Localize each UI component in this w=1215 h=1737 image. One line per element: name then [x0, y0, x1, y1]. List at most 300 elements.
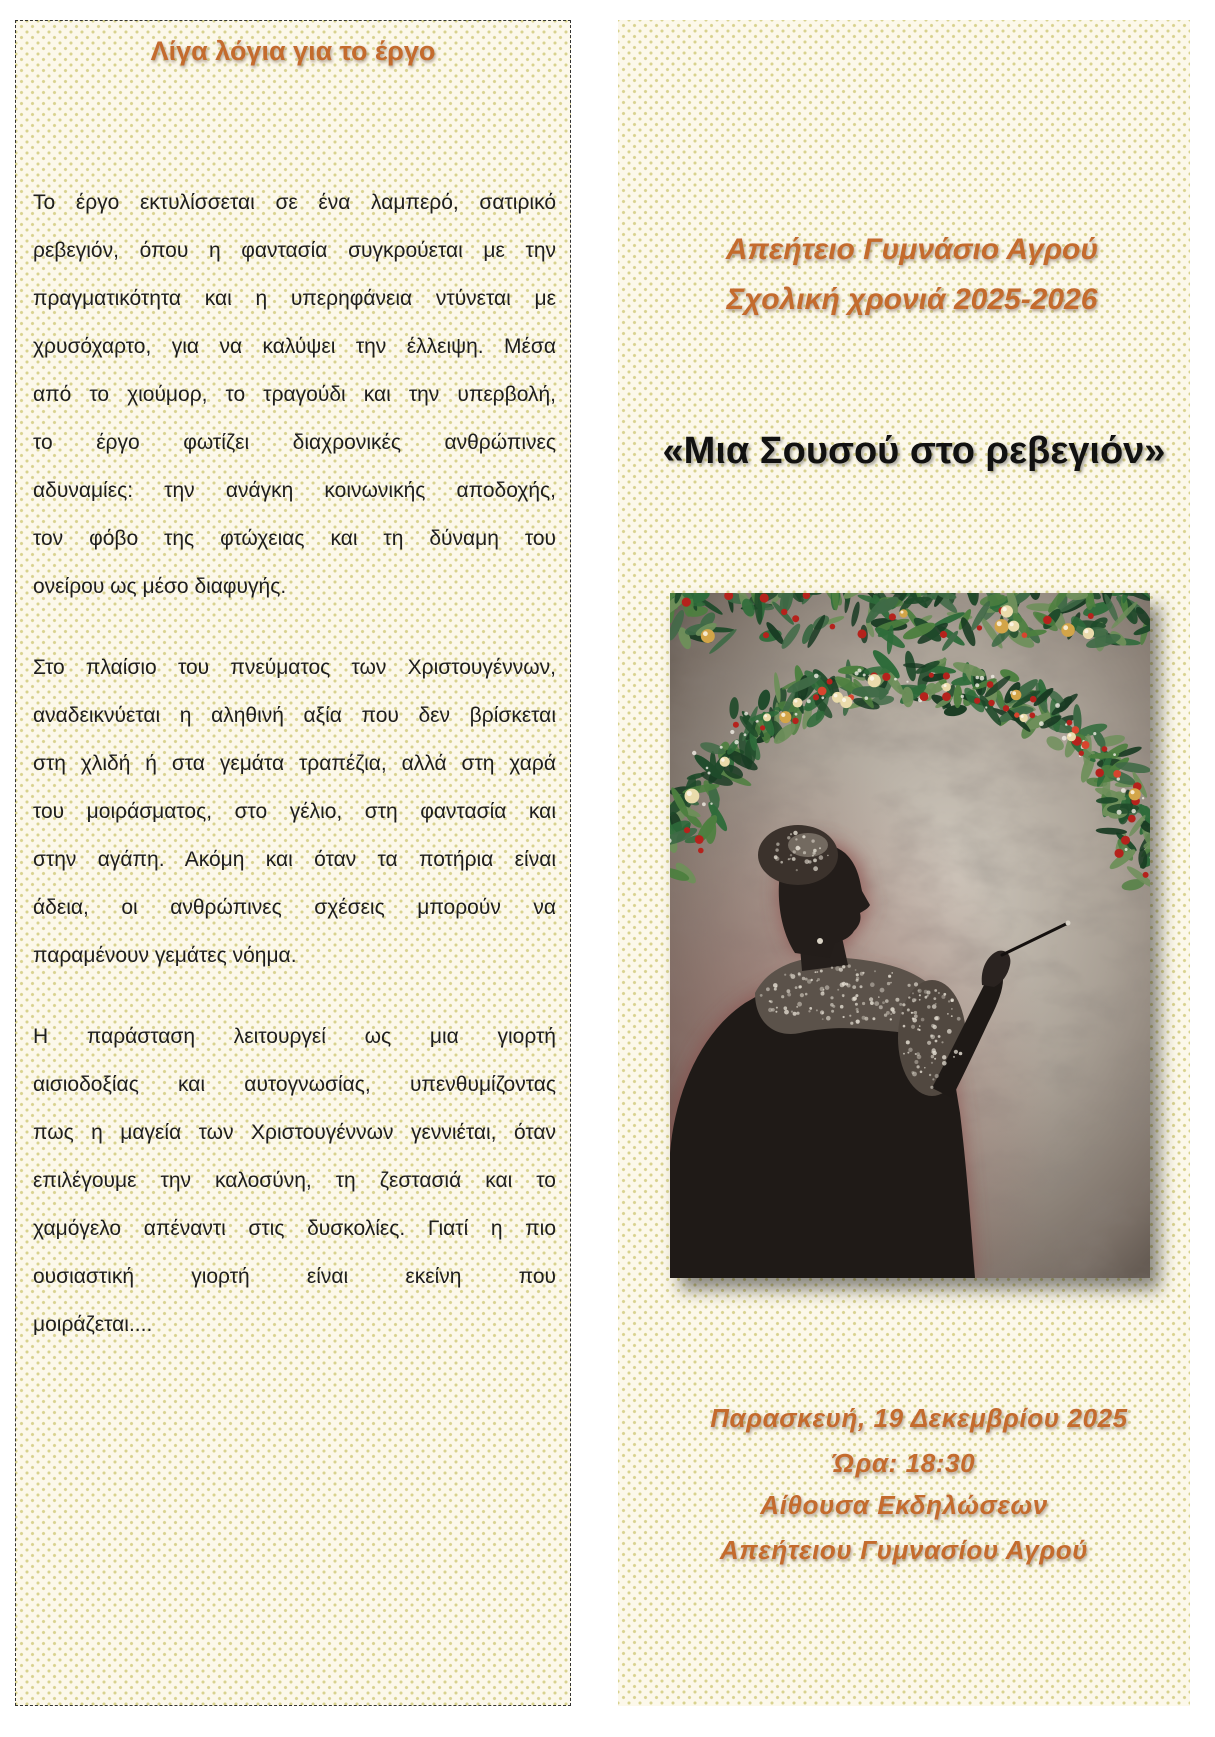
- snow-speck: [991, 675, 995, 679]
- snow-speck: [756, 720, 759, 723]
- bauble: [899, 609, 907, 617]
- fur-speckle: [903, 1025, 906, 1028]
- snow-speck: [821, 696, 824, 699]
- fur-speckle: [827, 855, 829, 857]
- fur-speckle: [791, 1011, 793, 1013]
- fur-speckle: [822, 1018, 824, 1020]
- fur-speckle: [813, 866, 818, 871]
- bauble-highlight: [794, 699, 797, 702]
- berry: [977, 625, 982, 630]
- snow-speck: [985, 706, 987, 708]
- snow-speck: [865, 696, 869, 700]
- snow-speck: [702, 802, 706, 806]
- fur-speckle: [856, 1020, 860, 1024]
- fur-speckle: [860, 972, 864, 976]
- fur-speckle: [774, 988, 777, 991]
- fur-speckle: [914, 982, 918, 986]
- snow-speck: [734, 740, 738, 744]
- fur-speckle: [796, 846, 801, 851]
- berry: [987, 681, 994, 688]
- snow-speck: [961, 695, 964, 698]
- bauble: [793, 698, 803, 708]
- berry: [1022, 632, 1028, 638]
- fur-speckle: [809, 1007, 812, 1010]
- snow-speck: [1113, 753, 1116, 756]
- fur-speckle: [914, 1011, 917, 1014]
- berry: [1029, 712, 1035, 718]
- text-line: στην αγάπη. Ακόμη και όταν τα ποτήρια είναι: [33, 848, 556, 871]
- fur-speckle: [906, 1040, 910, 1044]
- bauble-highlight: [1084, 629, 1088, 633]
- fur-speckle: [796, 1012, 799, 1015]
- text-line: μοιράζεται....: [33, 1313, 153, 1336]
- fur-speckle: [856, 979, 859, 982]
- fur-speckle: [819, 855, 824, 860]
- fur-speckle: [941, 1041, 943, 1043]
- snow-speck: [1125, 848, 1128, 851]
- text-line: αισιοδοξίας και αυτογνωσίας, υπενθυμίζοντας: [33, 1073, 556, 1096]
- fur-speckle: [932, 1004, 937, 1009]
- berry: [1067, 720, 1073, 726]
- fur-speckle: [912, 1072, 917, 1077]
- fur-speckle: [920, 1071, 923, 1074]
- fur-speckle: [895, 998, 899, 1002]
- berry: [1088, 613, 1094, 619]
- fur-speckle: [919, 994, 921, 996]
- fur-speckle: [947, 1029, 952, 1034]
- cigarette-tip: [1066, 921, 1071, 926]
- berry: [684, 827, 690, 833]
- text-line: το έργο φωτίζει διαχρονικές ανθρώπινες: [33, 431, 556, 454]
- bauble: [1083, 628, 1094, 639]
- school-name: Απεήτειο Γυμνάσιο Αγρού: [725, 233, 1099, 266]
- text-line: από το χιούμορ, το τραγούδι και την υπερβολή,: [33, 383, 556, 406]
- snow-speck: [906, 681, 908, 683]
- fur-speckle: [796, 1006, 798, 1008]
- fur-speckle: [776, 843, 779, 846]
- fur-speckle: [793, 850, 796, 853]
- snow-speck: [975, 683, 979, 687]
- bauble-highlight: [870, 676, 875, 681]
- snow-speck: [720, 746, 723, 749]
- fur-speckle: [917, 1065, 920, 1068]
- fur-speckle: [780, 861, 783, 864]
- fur-speckle: [878, 996, 880, 998]
- berry: [698, 848, 704, 854]
- snow-speck: [894, 678, 897, 681]
- text-line: Στο πλαίσιο του πνεύματος των Χριστουγέννων,: [33, 656, 556, 679]
- text-line: Το έργο εκτυλίσσεται σε ένα λαμπερό, σατιρικό: [33, 191, 556, 214]
- fur-speckle: [917, 1028, 919, 1030]
- snow-speck: [730, 730, 734, 734]
- fur-speckle: [787, 836, 790, 839]
- fur-speckle: [933, 1025, 937, 1029]
- fur-speckle: [799, 985, 802, 988]
- snow-speck: [1062, 736, 1067, 741]
- fur-speckle: [856, 1010, 859, 1013]
- fur-speckle: [890, 1013, 892, 1015]
- fur-speckle: [935, 1074, 939, 1078]
- fur-speckle: [855, 969, 857, 971]
- berry: [882, 673, 890, 681]
- fur-speckle: [919, 999, 921, 1001]
- snow-speck: [795, 713, 798, 716]
- fur-speckle: [942, 1061, 947, 1066]
- fur-speckle: [932, 1078, 934, 1080]
- poster-illustration: [670, 593, 1150, 1278]
- berry: [1115, 849, 1124, 858]
- fur-speckle: [957, 1017, 961, 1021]
- snow-speck: [1121, 788, 1126, 793]
- fur-speckle: [790, 854, 792, 856]
- berry: [695, 835, 704, 844]
- fur-speckle: [934, 1016, 938, 1020]
- fur-speckle: [776, 1007, 778, 1009]
- fur-speckle: [784, 1006, 788, 1010]
- fur-speckle: [924, 1067, 926, 1069]
- berry: [942, 692, 951, 701]
- fur-speckle: [953, 1056, 955, 1058]
- bauble-highlight: [703, 631, 708, 636]
- berry: [760, 725, 765, 730]
- bauble: [701, 629, 715, 643]
- fur-speckle: [948, 1000, 950, 1002]
- event-time: Ώρα: 18:30: [832, 1448, 976, 1478]
- fur-speckle: [903, 1053, 905, 1055]
- fur-speckle: [796, 869, 798, 871]
- fur-speckle: [951, 1008, 953, 1010]
- bauble-highlight: [687, 791, 692, 796]
- fur-speckle: [793, 1012, 797, 1016]
- fur-speckle: [795, 986, 798, 989]
- fur-speckle: [820, 1010, 824, 1014]
- fur-speckle: [911, 1025, 915, 1029]
- play-title: «Μια Σουσού στο ρεβεγιόν»: [662, 430, 1166, 472]
- fur-speckle: [879, 1005, 883, 1009]
- snow-speck: [706, 767, 709, 770]
- fur-speckle: [784, 974, 786, 976]
- snow-speck: [1117, 777, 1120, 780]
- fur-speckle: [890, 1018, 892, 1020]
- berry: [781, 609, 787, 615]
- snow-speck: [692, 751, 696, 755]
- fur-speckle: [813, 859, 817, 863]
- fur-speckle: [951, 999, 953, 1001]
- fur-speckle: [856, 973, 859, 976]
- bauble: [995, 619, 1009, 633]
- text-line: του μοιράσματος, στο γέλιο, στη φαντασία και: [33, 800, 556, 823]
- fur-speckle: [914, 1060, 918, 1064]
- right-panel: [618, 20, 1190, 1706]
- fur-speckle: [882, 1001, 885, 1004]
- snow-speck: [814, 674, 819, 679]
- fur-speckle: [855, 1003, 858, 1006]
- text-line: ονείρου ως μέσο διαφυγής.: [33, 575, 287, 598]
- bauble: [685, 789, 700, 804]
- bauble-highlight: [1002, 607, 1006, 611]
- snow-speck: [980, 676, 985, 681]
- fur-speckle: [837, 989, 839, 991]
- fur-speckle: [771, 1008, 775, 1012]
- fur-speckle: [805, 993, 808, 996]
- text-line: αδυναμίες: την ανάγκη κοινωνικής αποδοχής,: [33, 479, 556, 502]
- fur-speckle: [933, 997, 936, 1000]
- fur-speckle: [921, 1018, 925, 1022]
- fur-speckle: [902, 1003, 905, 1006]
- fur-speckle: [931, 1055, 934, 1058]
- berry: [920, 692, 929, 701]
- bauble: [942, 683, 951, 692]
- text-line: τον φόβο της φτώχειας και τη δύναμη του: [33, 527, 556, 550]
- bauble-highlight: [1021, 715, 1024, 718]
- berry: [1095, 769, 1104, 778]
- fur-speckle: [908, 984, 911, 987]
- snow-speck: [710, 803, 712, 805]
- bauble-highlight: [721, 758, 725, 762]
- fur-speckle: [852, 985, 856, 989]
- fur-speckle: [773, 983, 778, 988]
- fur-speckle: [802, 977, 805, 980]
- berry: [760, 593, 769, 602]
- fur-speckle: [919, 1025, 921, 1027]
- snow-speck: [744, 733, 747, 736]
- bauble-highlight: [764, 715, 767, 718]
- description-text: [33, 179, 556, 1349]
- berry: [889, 613, 896, 620]
- fur-speckle: [907, 1008, 910, 1011]
- bauble-highlight: [1130, 790, 1134, 794]
- fur-speckle: [860, 985, 863, 988]
- berry: [830, 624, 836, 630]
- fur-speckle: [802, 835, 805, 838]
- bauble: [1011, 690, 1022, 701]
- fur-speckle: [947, 1013, 949, 1015]
- bauble: [779, 711, 791, 723]
- fur-speckle: [840, 1005, 844, 1009]
- fur-speckle: [819, 847, 821, 849]
- fur-speckle: [842, 994, 845, 997]
- fur-speckle: [805, 859, 810, 864]
- fur-speckle: [848, 964, 851, 967]
- text-line: άδεια, οι ανθρώπινες σχέσεις μπορούν να: [33, 896, 556, 919]
- paragraph: [33, 1013, 556, 1349]
- bauble-highlight: [834, 694, 838, 698]
- bauble: [1020, 714, 1028, 722]
- bauble: [1067, 732, 1076, 741]
- fur-speckle: [815, 971, 817, 973]
- berry: [1043, 616, 1052, 625]
- text-line: στη χλιδή ή στα γεμάτα τραπέζια, αλλά στη χαρά: [33, 752, 556, 775]
- fur-speckle: [888, 975, 891, 978]
- fur-speckle: [835, 966, 840, 971]
- text-line: ουσιαστική γιορτή είναι εκείνη που: [33, 1265, 556, 1288]
- berry: [858, 629, 867, 638]
- fur-speckle: [925, 996, 928, 999]
- snow-speck: [744, 712, 748, 716]
- fur-speckle: [816, 971, 818, 973]
- fur-speckle: [914, 998, 917, 1001]
- text-line: παραμένουν γεμάτες νόημα.: [33, 944, 297, 967]
- fur-speckle: [793, 831, 797, 835]
- berry: [1030, 696, 1037, 703]
- fur-speckle: [803, 851, 806, 854]
- text-line: επιλέγουμε την καλοσύνη, τη ζεστασιά και το: [33, 1169, 556, 1192]
- fur-speckle: [938, 992, 940, 994]
- berry: [1014, 712, 1019, 717]
- fur-speckle: [874, 1001, 879, 1006]
- bauble-highlight: [1012, 691, 1016, 695]
- fur-speckle: [825, 985, 830, 990]
- fur-speckle: [808, 1010, 810, 1012]
- bauble: [840, 696, 852, 708]
- fur-speckle: [862, 1002, 865, 1005]
- event-venue-school: Απεήτειου Γυμνασίου Αγρού: [719, 1535, 1089, 1565]
- fur-speckle: [770, 1000, 773, 1003]
- fur-speckle: [954, 1050, 958, 1054]
- fur-speckle: [813, 849, 817, 853]
- fur-speckle: [935, 1003, 937, 1005]
- bauble: [1129, 788, 1141, 800]
- fur-speckle: [870, 1001, 874, 1005]
- snow-speck: [1039, 721, 1044, 726]
- berry: [792, 718, 798, 724]
- fur-speckle: [805, 978, 808, 981]
- text-line: πως η μαγεία των Χριστουγέννων γεννιέται, όταν: [33, 1121, 556, 1144]
- berry: [1113, 770, 1121, 778]
- fur-speckle: [840, 983, 845, 988]
- fur-speckle: [914, 1014, 918, 1018]
- fur-speckle: [812, 855, 814, 857]
- fur-speckle: [927, 1041, 931, 1045]
- fur-speckle: [856, 1008, 859, 1011]
- snow-speck: [1142, 797, 1144, 799]
- bauble: [720, 757, 730, 767]
- bauble: [1061, 623, 1075, 637]
- text-line: χρυσόχαρτο, για να καλύψει την έλλειψη. Μέσα: [33, 335, 556, 358]
- fur-speckle: [880, 988, 885, 993]
- berry: [929, 673, 934, 678]
- fur-speckle: [862, 1016, 866, 1020]
- berry: [1003, 705, 1009, 711]
- berry: [1143, 872, 1149, 878]
- berry: [827, 679, 833, 685]
- fur-speckle: [930, 1034, 933, 1037]
- fur-speckle: [890, 1007, 894, 1011]
- snow-speck: [807, 699, 811, 703]
- bauble-highlight: [997, 621, 1002, 626]
- fur-speckle: [890, 982, 892, 984]
- fur-speckle: [916, 1052, 920, 1056]
- fur-speckle: [775, 848, 778, 851]
- berry: [792, 615, 799, 622]
- fur-speckle: [941, 995, 945, 999]
- fur-speckle: [908, 1048, 912, 1052]
- fur-speckle: [934, 1058, 936, 1060]
- fur-speckle: [790, 858, 792, 860]
- bauble: [868, 674, 881, 687]
- fur-speckle: [790, 833, 792, 835]
- fur-speckle: [942, 1055, 946, 1059]
- fur-speckle: [912, 1017, 914, 1019]
- berry: [818, 687, 827, 696]
- fur-speckle: [784, 1010, 789, 1015]
- text-line: ρεβεγιόν, όπου η φαντασία συγκρούεται με την: [33, 239, 556, 262]
- bauble-highlight: [842, 698, 846, 702]
- poster-image: [670, 593, 1150, 1278]
- fur-speckle: [795, 838, 797, 840]
- fur-speckle: [766, 987, 770, 991]
- section-heading: Λίγα λόγια για το έργο: [150, 36, 436, 66]
- fur-speckle: [760, 994, 763, 997]
- berry: [733, 722, 739, 728]
- fur-speckle: [918, 989, 922, 993]
- fur-speckle: [826, 1016, 831, 1021]
- fur-speckle: [807, 979, 812, 984]
- berry: [763, 632, 769, 638]
- fur-speckle: [959, 1052, 963, 1056]
- paragraph: [33, 179, 556, 611]
- fur-speckle: [938, 1035, 941, 1038]
- bauble-highlight: [1068, 734, 1071, 737]
- bauble-highlight: [944, 684, 947, 687]
- fur-speckle: [935, 1040, 938, 1043]
- fur-speckle: [787, 993, 791, 997]
- fur-speckle: [798, 972, 801, 975]
- berry: [943, 672, 950, 679]
- snow-speck: [708, 772, 711, 775]
- fur-speckle: [830, 996, 833, 999]
- fur-speckle: [849, 1015, 851, 1017]
- fur-speckle: [934, 989, 937, 992]
- fur-speckle: [787, 989, 791, 993]
- school-year: Σχολική χρονιά 2025-2026: [726, 283, 1098, 316]
- fur-speckle: [792, 857, 796, 861]
- fur-speckle: [872, 1017, 875, 1020]
- fur-speckle: [912, 992, 914, 994]
- bauble-highlight: [1010, 622, 1014, 626]
- fur-speckle: [912, 1001, 914, 1003]
- fur-speckle: [831, 967, 833, 969]
- berry: [1079, 751, 1084, 756]
- fur-speckle: [951, 1015, 953, 1017]
- snow-speck: [863, 674, 866, 677]
- fur-speckle: [781, 995, 784, 998]
- snow-speck: [858, 669, 862, 673]
- fur-speckle: [820, 970, 823, 973]
- berry: [974, 698, 980, 704]
- fur-speckle: [908, 996, 910, 998]
- text-line: Η παράσταση λειτουργεί ως μια γιορτή: [33, 1025, 556, 1048]
- fur-speckle: [901, 1012, 904, 1015]
- fur-speckle: [874, 970, 876, 972]
- fur-speckle: [870, 982, 875, 987]
- fur-speckle: [929, 1074, 931, 1076]
- snow-speck: [1093, 732, 1096, 735]
- fur-speckle: [887, 982, 890, 985]
- fur-speckle: [797, 1002, 802, 1007]
- text-line: πραγματικότητα και η υπερηφάνεια ντύνεται με: [33, 287, 556, 310]
- fur-speckle: [842, 965, 845, 968]
- fur-speckle: [822, 991, 824, 993]
- snow-speck: [1132, 809, 1136, 813]
- left-panel: [15, 20, 571, 1706]
- snow-speck: [1117, 810, 1122, 815]
- bauble-highlight: [781, 713, 785, 717]
- fur-speckle: [927, 1005, 931, 1009]
- fur-speckle: [843, 1016, 845, 1018]
- berry: [988, 700, 994, 706]
- fur-speckle: [891, 972, 893, 974]
